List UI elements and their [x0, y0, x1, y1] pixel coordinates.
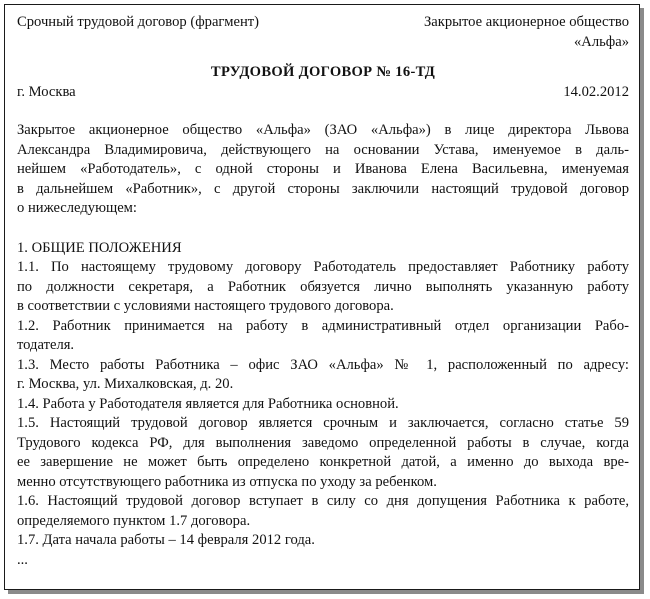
header-left-caption: Срочный трудовой договор (фрагмент): [17, 14, 259, 30]
city: г. Москва: [17, 83, 76, 100]
clause-line: 1.3. Место работы Работника – офис ЗАО «Альфа» № 1, расположенный по адресу:: [17, 356, 629, 373]
clause-line: определяемого пунктом 1.7 договора.: [17, 512, 251, 529]
document-body: [17, 13, 629, 570]
preamble-line: в дальнейшем «Работник», с другой стороны заключили настоящий трудовой договор: [17, 180, 629, 197]
document-header: [17, 13, 629, 52]
clause-line: 1.7. Дата начала работы – 14 февраля 2012 года.: [17, 532, 315, 548]
clause-line: Трудового кодекса РФ, для выполнения заведомо определенной работы в случае, когда: [17, 434, 629, 451]
clause-line: менно отсутствующего работника из отпуска по уходу за ребенком.: [17, 473, 437, 490]
header-company-line1: Закрытое акционерное общество: [424, 14, 629, 30]
clause-line: 1.1. По настоящему трудовому договору Работодатель предоставляет Работнику работу: [17, 259, 629, 275]
city-date-row: [17, 83, 629, 103]
document-frame: [4, 4, 640, 590]
preamble-line: нейшем «Работодатель», с одной стороны и Иванова Елена Васильевна, именуемая: [17, 161, 629, 177]
clause-line: тодателя.: [17, 337, 75, 353]
clause-line: 1.6. Настоящий трудовой договор вступает в силу со дня допущения Работника к работе,: [17, 493, 629, 509]
clause-line: 1.4. Работа у Работодателя является для Работника основной.: [17, 395, 399, 412]
header-company-line2: «Альфа»: [573, 33, 629, 50]
clause-line: 1.5. Настоящий трудовой договор является срочным и заключается, согласно статье 59: [17, 415, 629, 431]
clause-line: 1.2. Работник принимается на работу в административный отдел организации Рабо-: [17, 317, 629, 334]
header-company: [424, 13, 629, 52]
section-title: 1. ОБЩИЕ ПОЛОЖЕНИЯ: [17, 239, 182, 256]
preamble-line: Закрытое акционерное общество «Альфа» (ЗАО «Альфа») в лице директора Львова: [17, 122, 629, 138]
clause-line: по должности секретаря, а Работник обязуется лично выполнять указанную работу: [17, 278, 629, 295]
clause-line: в соответствии с условиями настоящего трудового договора.: [17, 298, 394, 314]
preamble-line: Александра Владимировича, действующего на основании Устава, именуемое в даль-: [17, 141, 629, 158]
section-general: [17, 239, 629, 571]
preamble-paragraph: [17, 121, 629, 219]
preamble-line: о нижеследующем:: [17, 200, 137, 216]
date: 14.02.2012: [563, 83, 629, 100]
clause-line: г. Москва, ул. Михалковская, д. 20.: [17, 376, 234, 392]
document-title: ТРУДОВОЙ ДОГОВОР № 16-ТД: [210, 64, 436, 80]
ellipsis: ...: [17, 551, 28, 568]
clause-line: ее завершение не может быть определено конкретной датой, а именно до выхода вре-: [17, 454, 629, 470]
